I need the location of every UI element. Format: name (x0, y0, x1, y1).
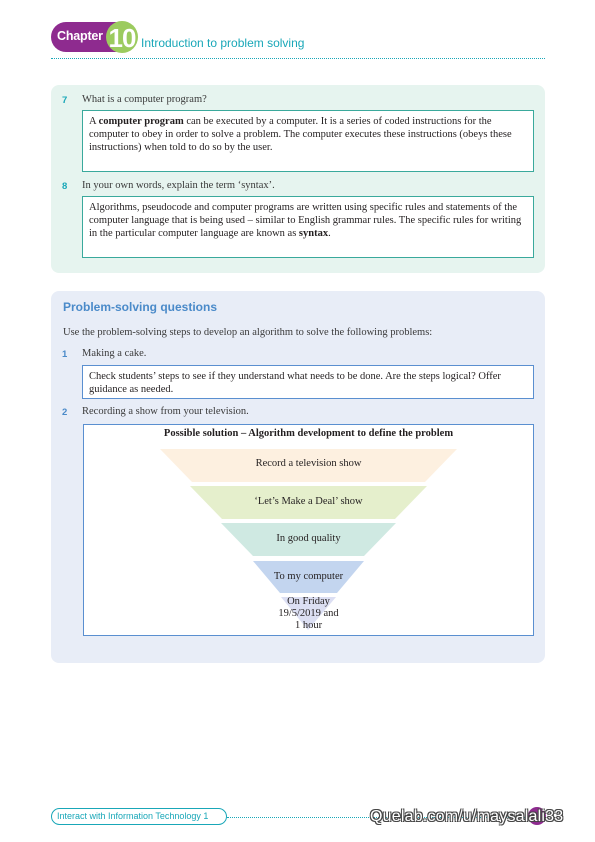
answer-text: A (89, 116, 99, 127)
answer-box (82, 110, 534, 172)
chapter-number: 10 (108, 23, 136, 53)
question-number: 8 (62, 181, 68, 192)
question-number: 7 (62, 95, 68, 106)
funnel-diagram-box (83, 424, 534, 636)
question-number: 1 (62, 349, 68, 360)
question-prompt: In your own words, explain the term ‘syntax’. (82, 180, 275, 191)
section-intro: Use the problem-solving steps to develop an algorithm to solve the following problems: (63, 327, 433, 338)
answer-keyword: computer program (98, 116, 184, 127)
funnel-label: ‘Let’s Make a Deal’ show (254, 496, 363, 507)
funnel-label: Record a television show (255, 458, 362, 469)
funnel-label-line: On Friday (287, 596, 330, 607)
funnel-label: In good quality (276, 533, 341, 544)
chapter-badge (51, 22, 135, 52)
chapter-title: Introduction to problem solving (141, 36, 305, 50)
answer-keyword: syntax (298, 228, 329, 240)
chapter-word: Chapter (57, 29, 103, 43)
answer-box (82, 196, 534, 258)
funnel-label-line: 1 hour (294, 620, 323, 631)
question-prompt: Recording a show from your television. (82, 406, 249, 417)
question-prompt: What is a computer program? (82, 94, 207, 105)
watermark: Quelab.com/u/maysalali33 (370, 808, 564, 825)
diagram-title: Possible solution – Algorithm development to define the problem (163, 428, 454, 439)
section-title: Problem-solving questions (63, 300, 218, 314)
question-number: 2 (62, 407, 68, 418)
funnel-label: To my computer (273, 571, 344, 582)
funnel-label-line: 19/5/2019 and (278, 608, 339, 619)
header-divider (51, 58, 545, 59)
answer-text: can be executed by a computer. It is a series of coded instructions for the computer to obey in order to solve a problem. The computer executes these instructions (obeys these instructions) when told to do so by the user. (89, 116, 512, 154)
funnel-label-bottom (84, 596, 533, 632)
answer-text: Algorithms, pseudocode and computer programs are written using specific rules and statements of the computer language that is being used – similar to English grammar rules. The specific rules for writing in the particular computer language are known as (89, 202, 522, 240)
question-prompt: Making a cake. (82, 348, 147, 359)
answer-box: Check students’ steps to see if they understand what needs to be done. Are the steps logical? Offer guidance as needed. (82, 365, 534, 399)
answer-text: . (328, 228, 331, 240)
footer-book-title: Interact with Information Technology 1 (57, 811, 209, 821)
